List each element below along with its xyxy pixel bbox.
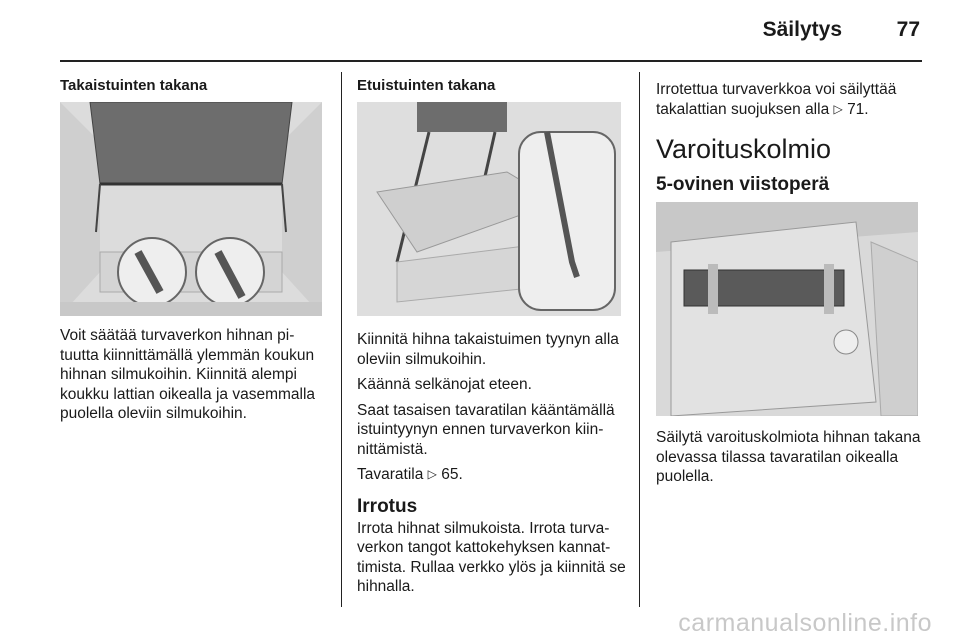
subsection-heading: Irrotus [357,495,418,517]
triangle-reference-icon: ▷ [833,101,843,116]
body-paragraph: Käännä selkänojat eteen. [357,376,532,393]
body-paragraph: Saat tasaisen tavaratilan kääntämällä istuintyynyn ennen turvaverkon kiinnittämistä. [357,401,615,458]
column-3-text [656,428,926,487]
body-paragraph-reference [656,80,926,119]
column-2-text [357,330,627,597]
column-divider [639,72,640,607]
body-paragraph-reference [357,465,627,485]
body-paragraph: Kiinnitä hihna takaistuimen tyynyn alla oleviin silmukoihin. [357,331,619,368]
subsection-heading: 5-ovinen viistoperä [656,174,830,195]
page-header-title: Säilytys [762,18,842,41]
illustration-rear-seat-net [60,102,322,316]
header-divider [60,60,922,62]
illustration-warning-triangle-storage [656,202,918,416]
column-1-text [60,326,326,424]
illustration-front-seat-net [357,102,621,316]
section-title: Varoituskolmio [656,134,832,164]
page-reference[interactable]: 71. [847,100,869,118]
page-number: 77 [896,18,920,41]
section-heading: Etuistuinten takana [357,77,496,94]
column-divider [341,72,342,607]
watermark: carmanualsonline.info [678,609,932,637]
column-1 [60,76,326,96]
reference-text: Tavaratila [357,466,424,483]
section-heading: Takaistuinten takana [60,77,208,94]
triangle-reference-icon: ▷ [427,467,437,481]
body-paragraph: Säilytä varoituskolmiota hihnan takana olevassa tilassa tavaratilan oikealla puolella. [656,429,921,485]
body-paragraph: Voit säätää turvaverkon hihnan pituutta kiinnittämällä ylemmän koukun hihnan silmukoihin. Kiinnitä alempi koukku lattian oikealla ja vasemmalla puolella oleviin silmukoihin. [60,327,316,422]
column-3 [656,80,926,197]
reference-text: Irrotettua turvaverkkoa voi säilyttää takalattian suojuksen alla [656,81,897,118]
body-paragraph: Irrota hihnat silmukoista. Irrota turvaverkon tangot kattokehyksen kannattimista. Rullaa verkko ylös ja kiinnitä se hihnalla. [357,519,626,595]
column-2 [357,76,627,96]
page-reference[interactable]: 65. [441,466,463,483]
